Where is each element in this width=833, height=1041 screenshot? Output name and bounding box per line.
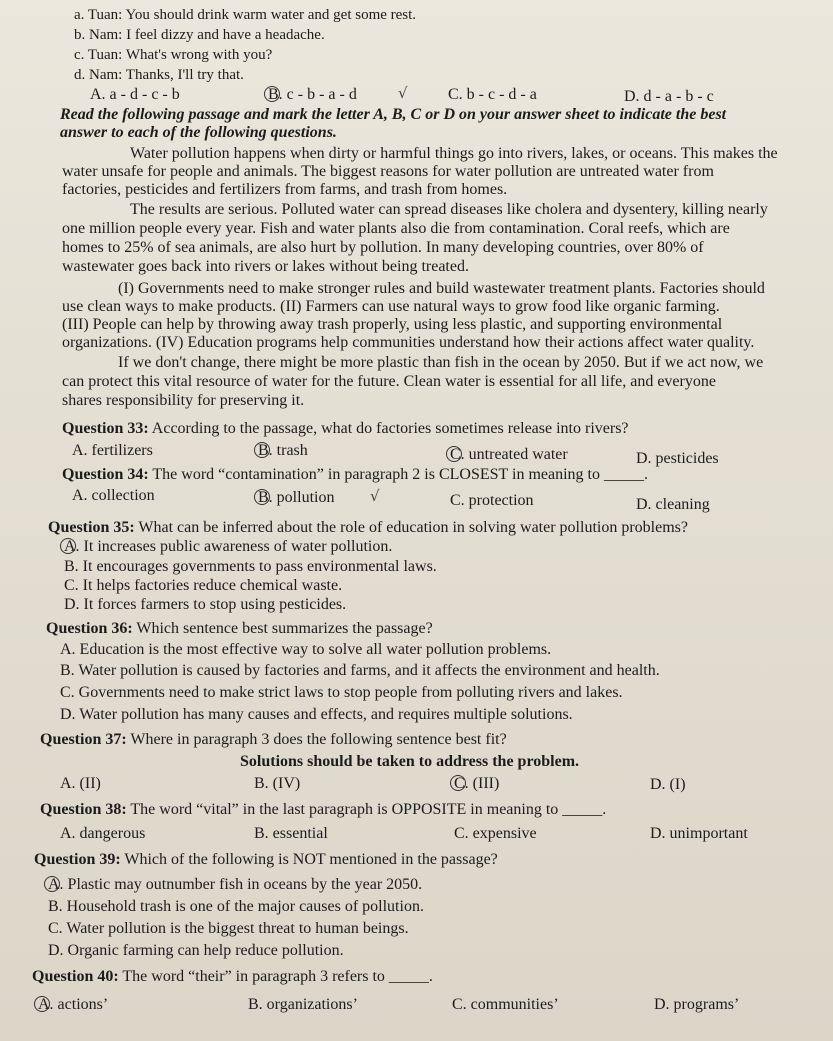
q36-option-a[interactable]: A. Education is the most effective way to solve all water pollution problems.	[60, 641, 552, 658]
q39-option-d[interactable]: D. Organic farming can help reduce pollution.	[48, 942, 344, 959]
question-text: According to the passage, what do factories sometimes release into rivers?	[148, 420, 629, 437]
q33-option-d[interactable]: D. pesticides	[636, 450, 719, 467]
q38-option-b[interactable]: B. essential	[254, 825, 328, 842]
q33-option-c[interactable]: C. untreated water	[450, 446, 568, 463]
question-37	[40, 731, 507, 749]
question-text: The word “vital” in the last paragraph is OPPOSITE in meaning to _____.	[126, 801, 607, 818]
question-35	[48, 519, 688, 537]
question-label: Question 34:	[62, 466, 149, 483]
passage-p3-line-3: (III) People can help by throwing away trash properly, using less plastic, and supporting environmental	[62, 316, 723, 333]
passage-p1-line-2: water unsafe for people and animals. The biggest reasons for water pollution are untreated water from	[62, 163, 714, 180]
question-40	[32, 968, 433, 986]
question-39	[34, 851, 498, 869]
q38-option-d[interactable]: D. unimportant	[650, 825, 748, 842]
instruction-line-1: Read the following passage and mark the letter A, B, C or D on your answer sheet to indicate the best	[60, 106, 727, 123]
question-label: Question 33:	[62, 420, 149, 437]
dialogue-line-b: b. Nam: I feel dizzy and have a headache.	[74, 27, 325, 43]
q34-option-a[interactable]: A. collection	[72, 487, 155, 504]
q35-option-a[interactable]: A. It increases public awareness of water pollution.	[64, 538, 393, 555]
dialogue-option-a[interactable]: A. a - d - c - b	[90, 86, 180, 103]
dialogue-line-d: d. Nam: Thanks, I'll try that.	[74, 67, 244, 83]
q36-option-c[interactable]: C. Governments need to make strict laws to stop people from polluting rivers and lakes.	[60, 684, 623, 701]
passage-p1-line-3: factories, pesticides and fertilizers from farms, and trash from homes.	[62, 181, 508, 198]
q33-option-a[interactable]: A. fertilizers	[72, 442, 153, 459]
dialogue-option-b[interactable]: B. c - b - a - d	[268, 86, 357, 103]
q36-option-b[interactable]: B. Water pollution is caused by factories and farms, and it affects the environment and health.	[60, 662, 660, 679]
question-text: Where in paragraph 3 does the following sentence best fit?	[126, 731, 507, 748]
q34-option-b[interactable]: B. pollution	[258, 489, 335, 506]
q34-option-d[interactable]: D. cleaning	[636, 496, 710, 513]
q35-option-b[interactable]: B. It encourages governments to pass environmental laws.	[64, 558, 437, 575]
q37-option-b[interactable]: B. (IV)	[254, 775, 301, 792]
passage-p2-line-4: wastewater goes back into rivers or lakes without being treated.	[62, 258, 469, 275]
check-mark-icon: √	[398, 84, 408, 102]
q38-option-a[interactable]: A. dangerous	[60, 825, 146, 842]
passage-p2-line-2: one million people every year. Fish and water plants also die from contamination. Coral reefs, which are	[62, 220, 730, 237]
check-mark-icon: √	[370, 487, 380, 505]
dialogue-option-d[interactable]: D. d - a - b - c	[624, 88, 714, 105]
passage-p3-line-4: organizations. (IV) Education programs help communities understand how their actions affect water quality.	[62, 334, 755, 351]
question-text: What can be inferred about the role of education in solving water pollution problems?	[134, 519, 688, 536]
q40-option-a[interactable]: A. actions’	[38, 996, 109, 1013]
passage-p3-line-2: use clean ways to make products. (II) Farmers can use natural ways to grow food like organic farming.	[62, 298, 720, 315]
dialogue-option-c[interactable]: C. b - c - d - a	[448, 86, 537, 103]
q38-option-c[interactable]: C. expensive	[454, 825, 537, 842]
question-label: Question 40:	[32, 968, 119, 985]
q40-option-b[interactable]: B. organizations’	[248, 996, 358, 1013]
question-label: Question 37:	[40, 731, 127, 748]
q40-option-d[interactable]: D. programs’	[654, 996, 740, 1013]
question-label: Question 39:	[34, 851, 121, 868]
q37-sentence: Solutions should be taken to address the problem.	[240, 753, 580, 770]
q36-option-d[interactable]: D. Water pollution has many causes and effects, and requires multiple solutions.	[60, 706, 573, 723]
question-label: Question 35:	[48, 519, 135, 536]
q39-option-a[interactable]: A. Plastic may outnumber fish in oceans by the year 2050.	[48, 876, 423, 893]
question-label: Question 38:	[40, 801, 127, 818]
question-36	[46, 620, 433, 638]
passage-p1-line-1: Water pollution happens when dirty or harmful things go into rivers, lakes, or oceans. This makes the	[130, 145, 778, 162]
q37-option-a[interactable]: A. (II)	[60, 775, 101, 792]
passage-p4-line-2: can protect this vital resource of water for the future. Clean water is essential for all life, and everyone	[62, 373, 716, 390]
passage-p3-line-1: (I) Governments need to make stronger rules and build wastewater treatment plants. Factories should	[118, 280, 765, 297]
passage-p2-line-1: The results are serious. Polluted water can spread diseases like cholera and dysentery, killing nearly	[130, 201, 768, 218]
dialogue-line-c: c. Tuan: What's wrong with you?	[74, 47, 273, 63]
instruction-line-2: answer to each of the following questions.	[60, 124, 337, 141]
q35-option-d[interactable]: D. It forces farmers to stop using pesticides.	[64, 596, 347, 613]
q33-option-b[interactable]: B. trash	[258, 442, 308, 459]
question-38	[40, 801, 606, 819]
passage-p4-line-1: If we don't change, there might be more plastic than fish in the ocean by 2050. But if we act now, we	[118, 354, 764, 371]
q39-option-b[interactable]: B. Household trash is one of the major causes of pollution.	[48, 898, 424, 915]
dialogue-line-a: a. Tuan: You should drink warm water and get some rest.	[74, 7, 417, 23]
q34-option-c[interactable]: C. protection	[450, 492, 534, 509]
passage-p2-line-3: homes to 25% of sea animals, are also hurt by pollution. In many developing countries, over 80% of	[62, 239, 704, 256]
q35-option-c[interactable]: C. It helps factories reduce chemical waste.	[64, 577, 343, 594]
q40-option-c[interactable]: C. communities’	[452, 996, 559, 1013]
question-label: Question 36:	[46, 620, 133, 637]
q39-option-c[interactable]: C. Water pollution is the biggest threat to human beings.	[48, 920, 409, 937]
question-text: The word “their” in paragraph 3 refers to _____.	[118, 968, 433, 985]
question-34	[62, 466, 648, 484]
question-text: Which of the following is NOT mentioned in the passage?	[120, 851, 498, 868]
question-text: The word “contamination” in paragraph 2 is CLOSEST in meaning to _____.	[148, 466, 648, 483]
q37-option-c[interactable]: C. (III)	[454, 775, 500, 792]
q37-option-d[interactable]: D. (I)	[650, 776, 686, 793]
passage-p4-line-3: shares responsibility for preserving it.	[62, 392, 305, 409]
question-33	[62, 420, 629, 438]
question-text: Which sentence best summarizes the passage?	[132, 620, 433, 637]
